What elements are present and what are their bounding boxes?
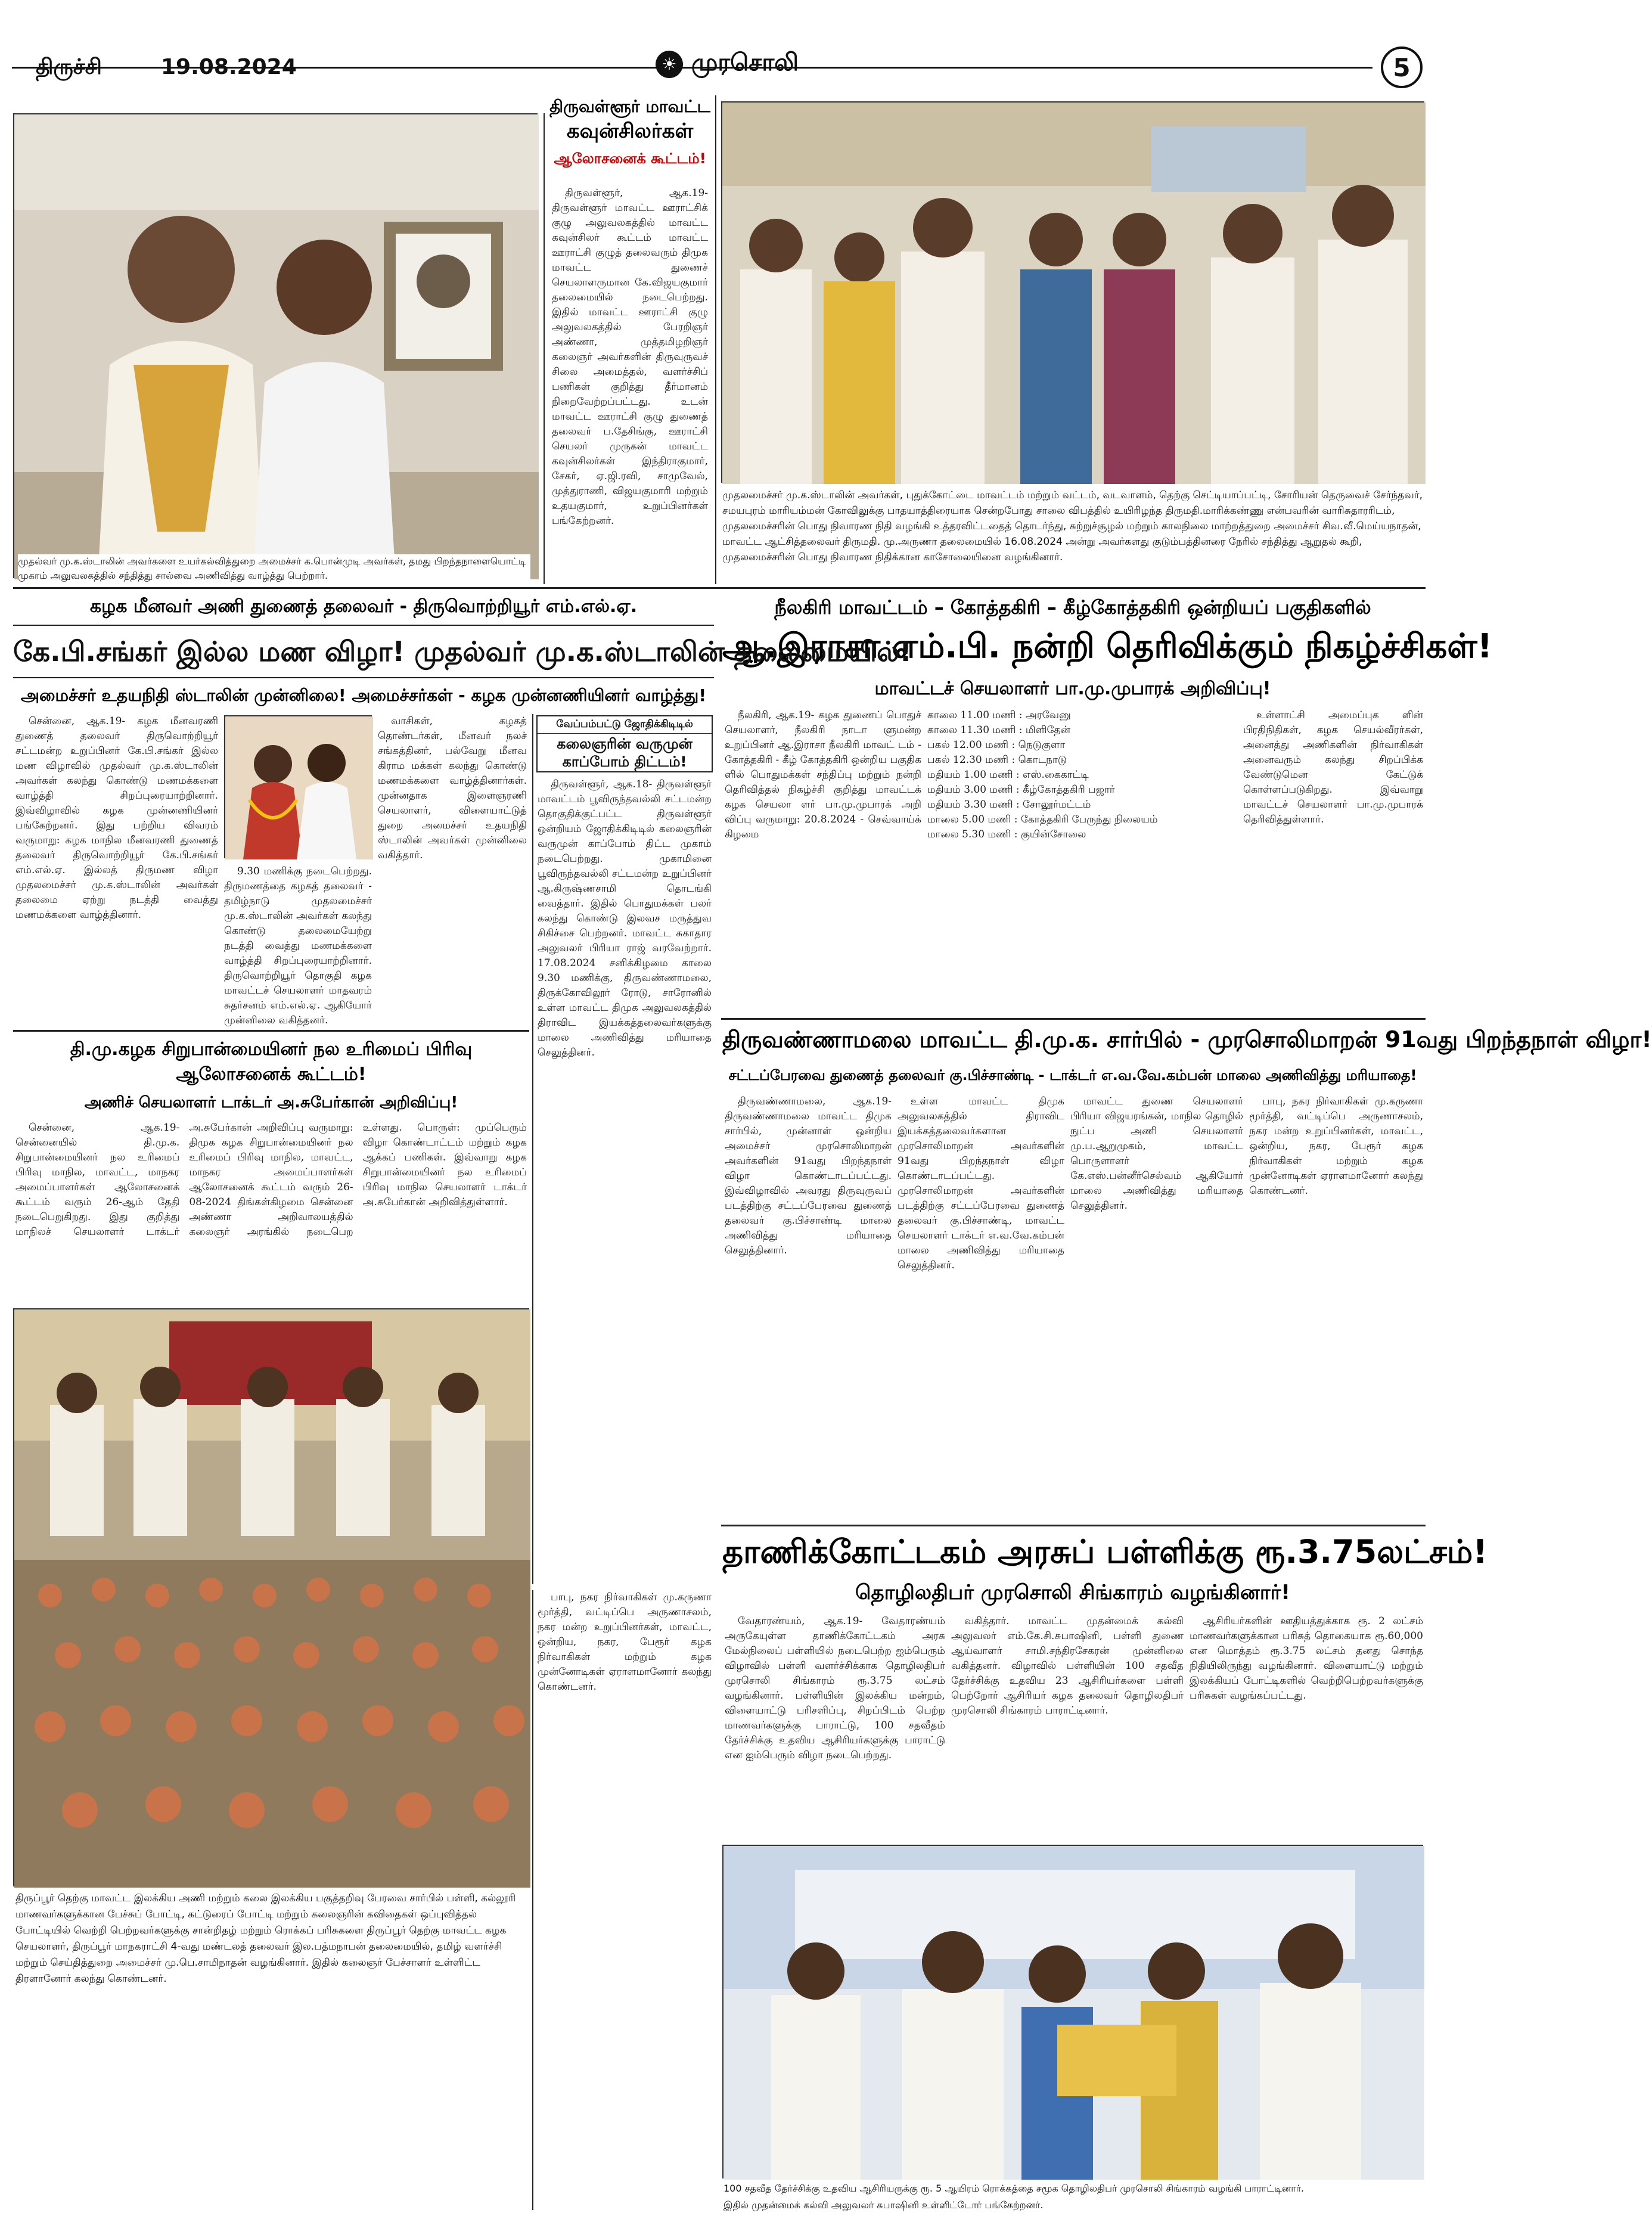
sun-rising-icon: ☀ — [656, 51, 683, 78]
column-rule — [715, 95, 716, 584]
council-headline-line2: ஆலோசனைக் கூட்டம்! — [554, 150, 706, 167]
camp-body-text: திருவள்ளூர், ஆக.18- திருவள்ளூர் மாவட்டம் பூவிருந்தவல்லி சட்டமன்ற தொகுதிக்குட்பட்ட திருவள்ளூர் ஒன்றியம் ஜோதிக்கிடிடில் கலைஞரின் வருமுன் காப்போம் திட்ட முகாம் நடைபெற்றது. முகாமினை பூவிருந்தவல்லி சட்டமன்ற உறுப்பினர் ஆ.கிருஷ்ணசாமி தொடங்கி வைத்தார். இதில் பொதுமக்கள் பலர் கலந்து கொண்டு இலவச மருத்துவ சிகிச்சை பெற்றனர். மாவட்ட சுகாதார அலுவலர் பிரியா ராஜ் வரவேற்றார். 17.08.2024 சனிக்கிழமை காலை 9.30 மணிக்கு, திருவண்ணாமலை, திருக்கோவிலூர் ரோடு, சாரோனில் உள்ள மாவட்ட திமுக அலுவலகத்தில் திராவிட இயக்கத்தலைவர்களுக்கு மாலை அணிவித்து மரியாதை செலுத்தினர். — [538, 778, 712, 1059]
nilgiris-headline: ஆ.இராசா எம்.பி. நன்றி தெரிவிக்கும் நிகழ்ச்சிகள்! — [722, 627, 1493, 666]
section-rule — [721, 1018, 1426, 1020]
wedding-body-a-text: சென்னை, ஆக.19- கழக மீனவரணி துணைத் தலைவர் திருவொற்றியூர் சட்டமன்ற உறுப்பினர் கே.பி.சங்கர் இல்ல மண விழாவில் முதல்வர் மு.க.ஸ்டாலின் அவர்கள் கலந்து கொண்டு மணமக்களை வாழ்த்தி சிறப்புரையாற்றினார். இவ்விழாவில் கழக முன்னணியினர் பங்கேற்றனர். இது பற்றிய விவரம் வருமாறு: கழக மாநில மீனவரணி துணைத் தலைவர் திருவொற்றியூர் கே.பி.சங்கர் எம்.எல்.ஏ. இல்லத் திருமண விழா முதலமைச்சர் மு.க.ஸ்டாலின் அவர்கள் தலைமை ஏற்று நடத்தி வைத்து மணமக்களை வாழ்த்தினார். — [15, 715, 218, 921]
edition-date: 19.08.2024 — [161, 55, 297, 79]
page-number: 5 — [1381, 46, 1423, 88]
maran-body-b-text: உள்ள மாவட்ட திமுக அலுவலகத்தில் திராவிட இயக்கத்தலைவர்களான முரசொலிமாறன் அவர்களின் 91வது பிறந்தநாள் விழா கொண்டாடப்பட்டது. முரசொலிமாறன் அவர்களின் படத்திற்கு சட்டப்பேரவை துணைத் தலைவர் கு.பிச்சாண்டி, மாவட்ட செயலாளர் டாக்டர் எ.வ.வே.கம்பன் மாலை அணிவித்து மரியாதை செலுத்தினர். — [898, 1095, 1064, 1271]
school-body-a-text: வேதாரண்யம், ஆக.19- வேதாரண்யம் அருகேயுள்ள தாணிக்கோட்டகம் அரசு மேல்நிலைப் பள்ளியில் நடைபெற்ற ஐம்பெரும் விழாவில் பள்ளி வளர்ச்சிக்காக தொழிலதிபர் முரசொலி சிங்காரம் ரூ.3.75 லட்சம் வழங்கினார். பள்ளியின் இலக்கிய மன்றம், விளையாட்டு பரிசளிப்பு, சிறப்பிடம் பெற்ற மாணவர்களுக்கு பாராட்டு, 100 சதவீதம் தேர்ச்சிக்கு உதவிய ஆசிரியர்களுக்கு பாராட்டு என ஐம்பெரும் விழா நடைபெற்றது. — [725, 1615, 945, 1761]
wedding-body-b-text: 9.30 மணிக்கு நடைபெற்றது. திருமணத்தை கழகத் தலைவர் - தமிழ்நாடு முதலமைச்சர் மு.க.ஸ்டாலின் அவர்கள் கலந்து கொண்டு தலைமையேற்று நடத்தி வைத்து மணமக்களை வாழ்த்தி சிறப்புரையாற்றினார். திருவொற்றியூர் தொகுதி கழக மாவட்டச் செயலாளர் மாதவரம் சுதர்சனம் எம்.எல்.ஏ. ஆகியோர் முன்னிலை வகித்தனர். — [224, 865, 372, 1026]
photo-school-award-caption-line2: இதில் முதன்மைக் கல்வி அலுவலர் சுபாஷினி உள்ளிட்டோர் பங்கேற்றனர். — [723, 2198, 1422, 2214]
camp-body — [538, 777, 712, 1588]
maran-headline: திருவண்ணாமலை மாவட்ட தி.மு.க. சார்பில் - முரசொலிமாறன் 91வது பிறந்தநாள் விழா! — [722, 1026, 1652, 1053]
maran-body-b — [898, 1094, 1064, 1517]
photo-wedding-couple — [224, 715, 372, 858]
section-rule — [13, 1030, 529, 1032]
photo-cm-greeting-caption: முதல்வர் மு.க.ஸ்டாலின் அவர்களை உயர்கல்வித்துறை அமைச்சர் க.பொன்முடி அவர்கள், தமது பிறந்தநாளையொட்டி முகாம் அலுவலகத்தில் சந்தித்து சால்வை அணிவித்து வாழ்த்து பெற்றார். — [18, 554, 530, 583]
wedding-body-b — [224, 864, 372, 1024]
photo-wedding-couple-art — [225, 716, 373, 859]
masthead-logo — [656, 49, 799, 79]
nilgiris-subhead: மாவட்டச் செயலாளர் பா.மு.முபாரக் அறிவிப்பு! — [874, 678, 1271, 699]
council-body — [552, 186, 708, 584]
paper-name: முரசொலி — [691, 49, 799, 76]
nilgiris-schedule — [927, 708, 1237, 1012]
wedding-body-c-text: வாசிகள், கழகத் தொண்டர்கள், மீனவர் நலச் சங்கத்தினர், பல்வேறு மீனவ கிராம மக்கள் கலந்து கொண்டு மணமக்களை வாழ்த்தினார்கள். முன்னதாக இளைஞரணி செயலாளர், விளையாட்டுத் துறை அமைச்சர் உதயநிதி ஸ்டாலின் அவர்கள் முன்னிலை வகித்தார். — [378, 715, 527, 861]
nilgiris-body-a-text: நீலகிரி, ஆக.19- கழக துணைப் பொதுச் செயலாளர், நீலகிரி நாடா ளுமன்ற உறுப்பினர் ஆ.இராசா நீலகிரி மாவட் டம் - கோத்தகிரி - கீழ் கோத்தகிரி ஒன்றிய பகுதிக ளில் பொதுமக்கள் சந்திப்பு மற்றும் நன்றி தெரிவித்தல் நிகழ்ச்சி குறித்து மாவட்டக் கழக செயலா ளர் பா.மு.முபாரக் அறி விப்பு வருமாறு: 20.8.2024 - செவ்வாய்க் கிழமை — [725, 709, 921, 840]
wedding-kicker: கழக மீனவர் அணி துணைத் தலைவர் - திருவொற்றியூர் எம்.எல்.ஏ. — [89, 596, 638, 617]
section-rule — [721, 1525, 1426, 1526]
school-headline: தாணிக்கோட்டகம் அரசுப் பள்ளிக்கு ரூ.3.75லட்சம்! — [722, 1533, 1488, 1571]
schedule-item: பகல் 12.30 மணி : கொடநாடு — [927, 754, 1067, 766]
section-rule — [13, 587, 1426, 589]
edition-city: திருச்சி — [36, 55, 102, 79]
photo-literary-event-art — [14, 1309, 530, 1888]
schedule-item: மதியம் 3.30 மணி : சோலூர்மட்டம் — [927, 799, 1091, 811]
school-body-b — [951, 1614, 1184, 1841]
photo-cm-greeting-art — [14, 114, 539, 579]
wedding-body-c — [378, 714, 527, 1024]
nilgiris-body-b-text: உள்ளாட்சி அமைப்புக ளின் பிரதிநிதிகள், கழக செயல்வீரர்கள், அனைத்து அணிகளின் நிர்வாகிகள் அனைவரும் கலந்து சிறப்பிக்க வேண்டுமென கேட்டுக் கொள்ளப்படுகிறது. இவ்வாறு மாவட்டச் செயலாளர் பா.மு.முபாரக் தெரிவித்துள்ளார். — [1243, 709, 1423, 825]
school-subhead: தொழிலதிபர் முரசொலி சிங்காரம் வழங்கினார்! — [855, 1581, 1290, 1604]
photo-relief-fund-caption: முதலமைச்சர் மு.க.ஸ்டாலின் அவர்கள், புதுக்கோட்டை மாவட்டம் மற்றும் வட்டம், வடவாளம், தெற்கு செட்டியாப்பட்டி, சோரியன் தெருவைச் சேர்ந்தவர், சமயபுரம் மாரியம்மன் கோவிலுக்கு பாதயாத்திரையாக சென்றபோது சாலை விபத்தில் உயிரிழந்த திருமதி.மாரிக்கண்ணு என்பவரின் வாரிசுதாரரிடம், முதலமைச்சரின் பொது நிவாரண நிதி வழங்கி உத்தரவிட்டதைத் தொடர்ந்து, சுற்றுச்சூழல் மற்றும் காலநிலை மாற்றத்துறை அமைச்சர் சிவ.வீ.மெய்யநாதன், மாவட்ட ஆட்சித்தலைவர் திருமதி. மு.அருணா தலைமையில் 16.08.2024 அன்று அவர்களது குடும்பத்தினரை நேரில் சந்தித்து ஆறுதல் கூறி, முதலமைச்சரின் பொது நிவாரண நிதிக்கான காசோலையினை வழங்கினார். — [722, 488, 1423, 583]
schedule-item: காலை 11.00 மணி : அரவேனு — [927, 709, 1071, 721]
schedule-item: மதியம் 1.00 மணி : எஸ்.கைகாட்டி — [927, 769, 1089, 781]
schedule-item: மாலை 5.00 மணி : கோத்தகிரி பேருந்து நிலையம் — [927, 814, 1158, 825]
wedding-subhead: அமைச்சர் உதயநிதி ஸ்டாலின் முன்னிலை! அமைச்சர்கள் - கழக முன்னணியினர் வாழ்த்து! — [20, 685, 707, 705]
photo-school-award-caption-line1: 100 சதவீத தேர்ச்சிக்கு உதவிய ஆசிரியருக்கு ரூ. 5 ஆயிரம் ரொக்கத்தை சமூக தொழிலதிபர் முரசொலி சிங்காரம் வழங்கி பாராட்டினார். — [723, 2181, 1422, 2197]
wedding-headline: கே.பி.சங்கர் இல்ல மண விழா! முதல்வர் மு.க.ஸ்டாலின் தலைமையில்! — [13, 625, 714, 678]
minority-subhead: அணிச் செயலாளர் டாக்டர் அ.சுபேர்கான் அறிவிப்பு! — [84, 1094, 458, 1112]
camp-body-continued-text: பாபு, நகர நிர்வாகிகள் மு.கருணா மூர்த்தி, வட்டிப்பெ அருணாசலம், நகர மன்ற உறுப்பினர்கள், மாவட்ட, ஒன்றிய, நகர, பேரூர் கழக நிர்வாகிகள் மற்றும் கழக முன்னோடிகள் ஏராளமானோர் கலந்து கொண்டனர். — [538, 1591, 712, 1693]
maran-subhead: சட்டப்பேரவை துணைத் தலைவர் கு.பிச்சாண்டி - டாக்டர் எ.வ.வே.கம்பன் மாலை அணிவித்து மரியாதை! — [728, 1067, 1417, 1084]
school-body-b-text: வகித்தார். மாவட்ட முதன்மைக் கல்வி அலுவலர் எம்.கே.சி.சுபாஷினி, பள்ளி துணை ஆய்வாளர் சாமி.சந்திரசேகரன் முன்னிலை வகித்தனர். விழாவில் பள்ளியின் 100 சதவீத தேர்ச்சிக்கு உதவிய 23 ஆசிரியர்களை பள்ளி பெற்றோர் ஆசிரியர் கழக தலைவர் தொழிலதிபர் முரசொலி சிங்காரம் பாராட்டினார். — [951, 1615, 1184, 1717]
schedule-item: மதியம் 3.00 மணி : கீழ்கோத்தகிரி பஜார் — [927, 784, 1115, 796]
camp-box-head — [536, 715, 713, 772]
schedule-item: பகல் 12.00 மணி : நெடுகுளா — [927, 739, 1066, 751]
photo-school-award — [722, 1845, 1423, 2178]
camp-kicker: வேப்பம்பட்டு ஜோதிக்கிடிடில் — [538, 716, 712, 734]
photo-cm-greeting — [13, 113, 538, 578]
maran-body-c-text: மாவட்ட துணை செயலாளர் பிரியா விஜயரங்கன், மாநில தொழில் நுட்ப அணி செயலாளர் மு.ப.ஆறுமுகம், மாவட்ட பொருளாளர் கே.எஸ்.பன்னீர்செல்வம் ஆகியோர் மாலை அணிவித்து மரியாதை செலுத்தினர். — [1070, 1095, 1243, 1212]
nilgiris-body-a — [725, 708, 921, 1012]
nilgiris-kicker: நீலகிரி மாவட்டம் – கோத்தகிரி – கீழ்கோத்தகிரி ஒன்றியப் பகுதிகளில் — [774, 596, 1371, 619]
minority-body — [15, 1121, 527, 1299]
council-body-text: திருவள்ளூர், ஆக.19- திருவள்ளூர் மாவட்ட ஊராட்சிக் குழு அலுவலகத்தில் மாவட்ட கவுன்சிலர் கூட்டம் மாவட்ட ஊராட்சி குழுத் தலைவரும் திமுக மாவட்ட துணைச் செயலாளருமான கே.விஜயகுமார் தலைமையில் நடைபெற்றது. இதில் மாவட்ட ஊராட்சி குழு அலுவலகத்தில் பேரறிஞர் அண்ணா, முத்தமிழறிஞர் கலைஞர் அவர்களின் திருவுருவச் சிலை அமைத்தல், வளர்ச்சிப் பணிகள் குறித்து தீர்மானம் நிறைவேற்றப்பட்டது. உடன் மாவட்ட ஊராட்சி குழு துணைத் தலைவர் ப.தேசிங்கு, ஊராட்சி செயலர் முருகன் மாவட்ட கவுன்சிலர்கள் இந்திராகுமார், சேகர், ஏ.ஜி.ரவி, சாமுவேல், முத்துராணி, விஜயகுமாரி மற்றும் உதயகுமார், உறுப்பினர்கள் பங்கேற்றனர். — [552, 187, 708, 527]
masthead — [12, 7, 1426, 85]
council-kicker: திருவள்ளூர் மாவட்ட — [549, 97, 710, 116]
column-rule — [532, 714, 533, 1584]
camp-body-continued — [538, 1590, 712, 2210]
maran-body-d — [1249, 1094, 1423, 1517]
school-body-c-text: ஆசிரியர்களின் ஊதியத்துக்காக ரூ. 2 லட்சம் மாணவர்களுக்கான பரிசுத் தொகையாக ரூ.60,000 என மொத்தம் ரூ.3.75 லட்சம் தனது சொந்த நிதியிலிருந்து வழங்கினார். விளையாட்டு மற்றும் இலக்கியப் போட்டிகளில் வெற்றிபெற்றவர்களுக்கு பரிசுகள் வழங்கப்பட்டது. — [1190, 1615, 1423, 1702]
maran-body-d-text: பாபு, நகர நிர்வாகிகள் மு.கருணா மூர்த்தி, வட்டிப்பெ அருணாசலம், நகர மன்ற உறுப்பினர்கள், மாவட்ட, ஒன்றிய, நகர, பேரூர் கழக நிர்வாகிகள் மற்றும் கழக முன்னோடிகள் ஏராளமானோர் கலந்து கொண்டனர். — [1249, 1095, 1423, 1197]
camp-headline: கலைஞரின் வருமுன் காப்போம் திட்டம்! — [557, 735, 693, 770]
photo-relief-fund-art — [722, 103, 1426, 484]
photo-literary-event — [13, 1308, 529, 1886]
wedding-body-a — [15, 714, 218, 1024]
photo-literary-event-caption: திருப்பூர் தெற்கு மாவட்ட இலக்கிய அணி மற்றும் கலை இலக்கிய பகுத்தறிவு பேரவை சார்பில் பள்ளி, கல்லூரி மாணவர்களுக்கான பேச்சுப் போட்டி, கட்டுரைப் போட்டி மற்றும் கலைஞரின் கவிதைகள் ஒப்புவித்தல் போட்டியில் வெற்றி பெற்றவர்களுக்கு சான்றிதழ் மற்றும் ரொக்கப் பரிசுகளை திருப்பூர் தெற்கு மாவட்ட கழக செயலாளர், திருப்பூர் மாநகராட்சி 4-வது மண்டலத் தலைவர் இல.பத்மநாபன் தலைமையில், தமிழ் வளர்ச்சி மற்றும் செய்தித்துறை அமைச்சர் மு.பெ.சாமிநாதன் வழங்கினார். இதில் கலைஞர் பேச்சாளர் உள்ளிட்ட திரளானோர் கலந்து கொண்டனர். — [15, 1891, 527, 2206]
column-rule — [532, 1590, 533, 2210]
photo-school-award-art — [723, 1846, 1424, 2180]
maran-body-c — [1070, 1094, 1243, 1517]
minority-body-text: சென்னை, ஆக.19- சென்னையில் தி.மு.க. சிறுபான்மையினர் நல உரிமைப் பிரிவு மாநில, மாவட்ட, மாநகர அமைப்பாளர்கள் ஆலோசனைக் கூட்டம் வரும் 26-ஆம் தேதி நடைபெறுகிறது. இது குறித்து மாநிலச் செயலாளர் டாக்டர் அ.சுபேர்கான் அறிவிப்பு வருமாறு: திமுக கழக சிறுபான்மையினர் நல உரிமைப் பிரிவு மாநில, மாவட்ட, மாநகர அமைப்பாளர்கள் ஆலோசனைக் கூட்டம் வரும் 26-08-2024 திங்கள்கிழமை சென்னை அண்ணா அறிவாலயத்தில் கலைஞர் அரங்கில் நடைபெற உள்ளது. பொருள்: முப்பெரும் விழா கொண்டாட்டம் மற்றும் கழக ஆக்கப் பணிகள். இவ்வாறு கழக சிறுபான்மையினர் நல உரிமைப் பிரிவு மாநில செயலாளர் டாக்டர் அ.சுபேர்கான் அறிவித்துள்ளார். — [15, 1122, 527, 1238]
school-body-c — [1190, 1614, 1423, 1841]
schedule-item: காலை 11.30 மணி : மிளிதேன் — [927, 724, 1071, 736]
council-headline-line1: கவுன்சிலர்கள் — [566, 119, 694, 143]
minority-headline: தி.மு.கழக சிறுபான்மையினர் நல உரிமைப் பிரிவு ஆலோசனைக் கூட்டம்! — [70, 1039, 473, 1085]
nilgiris-body-b — [1243, 708, 1423, 1012]
maran-body-a-text: திருவண்ணாமலை, ஆக.19- திருவண்ணாமலை மாவட்ட திமுக சார்பில், முன்னாள் ஒன்றிய அமைச்சர் முரசொலிமாறன் அவர்களின் 91வது பிறந்தநாள் விழா கொண்டாடப்பட்டது. இவ்விழாவில் அவரது திருவுருவப் படத்திற்கு சட்டப்பேரவை துணைத் தலைவர் கு.பிச்சாண்டி மாலை அணிவித்து மரியாதை செலுத்தினார். — [725, 1095, 892, 1256]
photo-relief-fund — [721, 101, 1424, 483]
schedule-item: மாலை 5.30 மணி : குயின்சோலை — [927, 828, 1086, 840]
maran-body-a — [725, 1094, 892, 1517]
school-body-a — [725, 1614, 945, 1841]
column-rule — [544, 113, 545, 584]
